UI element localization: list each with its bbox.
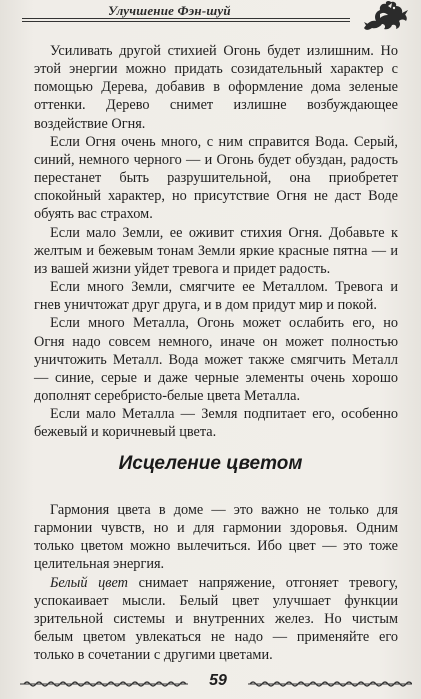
paragraph-text: снимает напряжение, отгоняет тревогу, успокаивает мысли. Белый цвет улучшает функции зрительной системы и внутренних желез. Но чистым белым цветом увлекаться не надо — применяйте его только в сочетании с другими цветами. — [34, 574, 398, 664]
paragraph: Если мало Земли, ее оживит стихия Огня. Добавьте к желтым и бежевым тонам Земли яркие красные пятна — и из вашей жизни уйдет тревога и придет радость. — [34, 224, 398, 277]
footer-ornament-left — [20, 679, 188, 689]
paragraph: Гармония цвета в доме — это важно не только для гармонии чувств, но и для гармонии здоровья. Одним только цветом можно вылечиться. Ибо цвет — это тоже целительная энергия. — [34, 502, 398, 573]
paragraph: Усиливать другой стихией Огонь будет излишним. Но этой энергии можно придать созидательный характер с помощью Дерева, добавив в оформление дома зеленые оттенки. Дерево снимет излишне возбуждающее воздействие Огня. — [34, 43, 398, 132]
paragraph: Если много Металла, Огонь может ослабить его, но Огня надо совсем немного, иначе он может полностью уничтожить Металл. Вода может также смягчить Металл — синие, серые и даже черные элементы очень хорошо дополнят серебристо-белые цвета Металла. — [34, 315, 398, 404]
paragraph: Если Огня очень много, с ним справится Вода. Серый, синий, немного черного — и Огонь будет обуздан, радость перестанет быть разрушительной, она приобретет спокойный характер, но присутствие Огня не даст Воде обуять вас страхом. — [34, 133, 398, 223]
page-footer — [20, 672, 412, 694]
page-number: 59 — [209, 672, 227, 689]
footer-ornament-right — [248, 679, 412, 689]
paragraph: Если мало Металла — Земля подпитает его, особенно бежевый и коричневый цвета. — [34, 406, 398, 441]
section-body-2 — [34, 501, 398, 664]
header-rule — [22, 18, 350, 22]
section-body-1 — [34, 42, 398, 441]
emphasis-term: Белый цвет — [50, 574, 128, 591]
section-heading: Исцеление цветом — [118, 453, 303, 474]
running-head: Улучшение Фэн-шуй — [108, 3, 231, 18]
paragraph — [34, 574, 398, 665]
dragon-icon — [358, 0, 410, 34]
paragraph: Если много Земли, смягчите ее Металлом. Тревога и гнев уничтожат друг друга, и в дом придут мир и покой. — [34, 279, 398, 314]
